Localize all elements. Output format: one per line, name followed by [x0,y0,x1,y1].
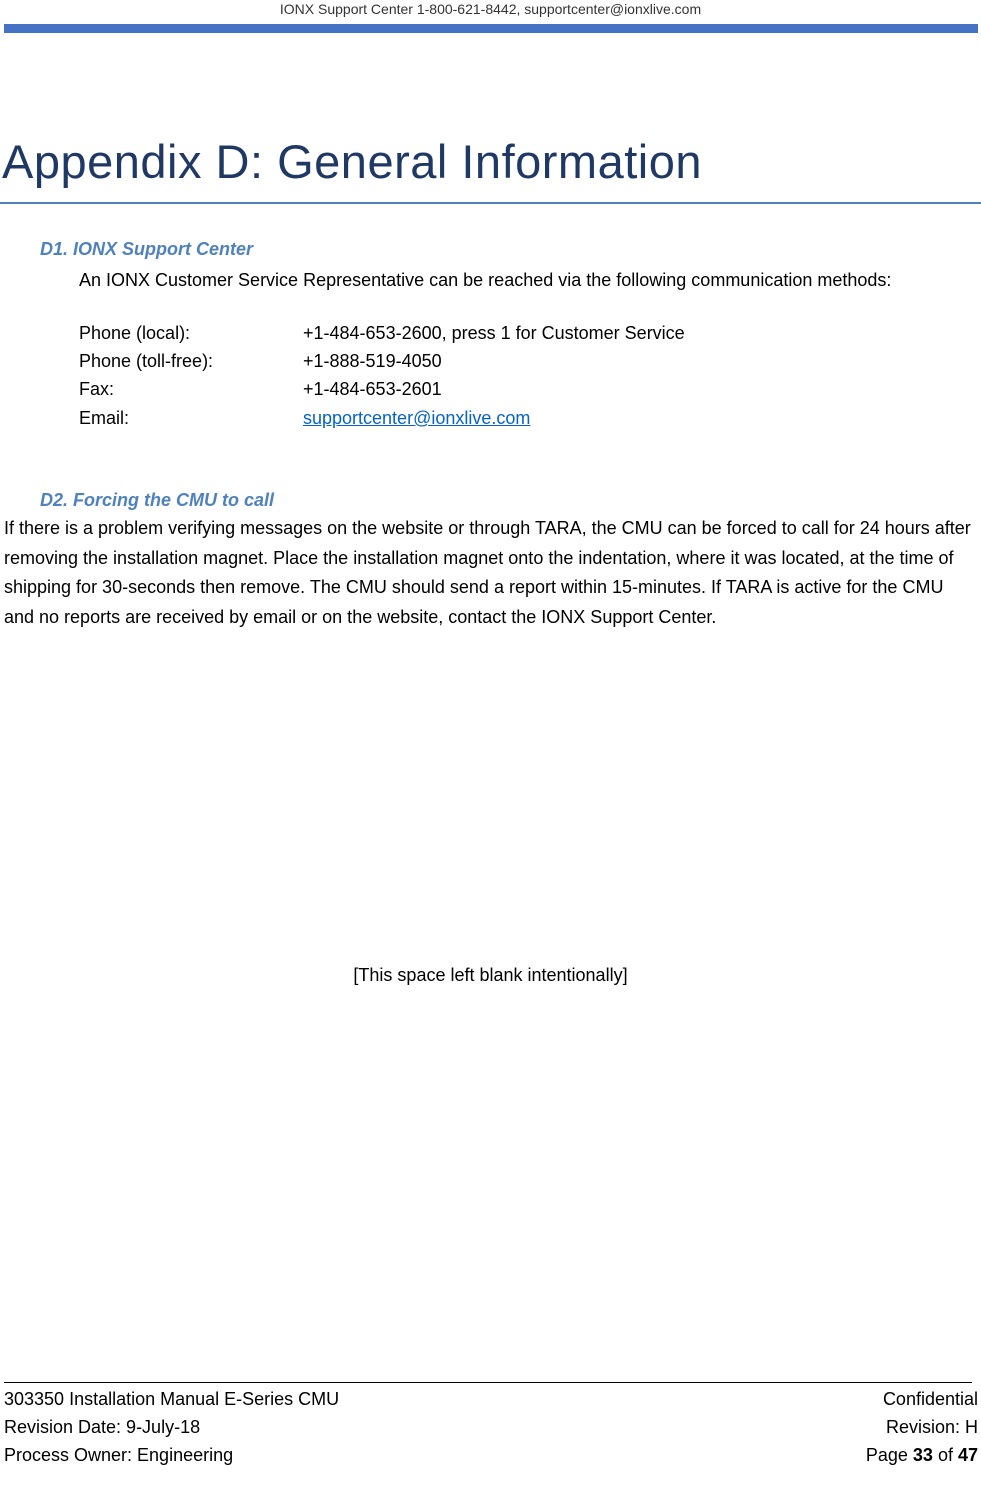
page-current: 33 [912,1445,933,1465]
header-bar [4,24,978,33]
contact-row-phone-tollfree [79,347,879,375]
footer-page-number [866,1441,978,1469]
page-of: of [937,1445,953,1465]
footer-classification: Confidential [882,1389,978,1409]
footer-process-owner: Process Owner: Engineering [4,1445,234,1465]
d2-body-text: If there is a problem verifying messages on the website or through TARA, the CMU can be forced to call for 24 hours after removing the installation magnet. Place the installation magnet onto the indentation, where it was located, at the time of shipping for 30-seconds then remove. The CMU should send a report within 15-minutes. If TARA is active for the CMU and no reports are received by email or on the website, contact the IONX Support Center. [4,518,971,627]
title-divider [0,202,981,204]
contact-row-phone-local [79,319,879,347]
footer-document-name: 303350 Installation Manual E-Series CMU [4,1389,340,1409]
page-total: 47 [957,1445,978,1465]
footer-revision: Revision: H [885,1417,978,1437]
footer-divider [4,1382,972,1383]
contact-row-fax [79,375,879,403]
contact-value: +1-484-653-2600, press 1 for Customer Service [303,323,685,343]
support-email-link[interactable]: supportcenter@ionxlive.com [303,408,531,428]
contact-label: Fax: [79,379,115,399]
footer-row-revision [4,1413,978,1441]
section-heading-d1: D1. IONX Support Center [40,239,254,259]
d1-intro-text: An IONX Customer Service Representative can be reached via the following communication methods: [79,270,892,290]
footer-revision-date: Revision Date: 9-July-18 [4,1417,201,1437]
contact-row-email [79,404,879,432]
contact-label: Phone (local): [79,323,191,343]
contact-label: Phone (toll-free): [79,351,214,371]
page-title: Appendix D: General Information [2,135,702,188]
header-support-line: IONX Support Center 1-800-621-8442, supportcenter@ionxlive.com [279,1,702,17]
footer-row-document [4,1385,978,1413]
contact-value: +1-888-519-4050 [303,351,442,371]
page-prefix: Page [865,1445,908,1465]
footer-row-owner [4,1441,978,1469]
contact-label: Email: [79,408,130,428]
section-heading-d2: D2. Forcing the CMU to call [40,490,275,510]
contact-value: +1-484-653-2601 [303,379,442,399]
blank-space-note: [This space left blank intentionally] [353,965,628,985]
